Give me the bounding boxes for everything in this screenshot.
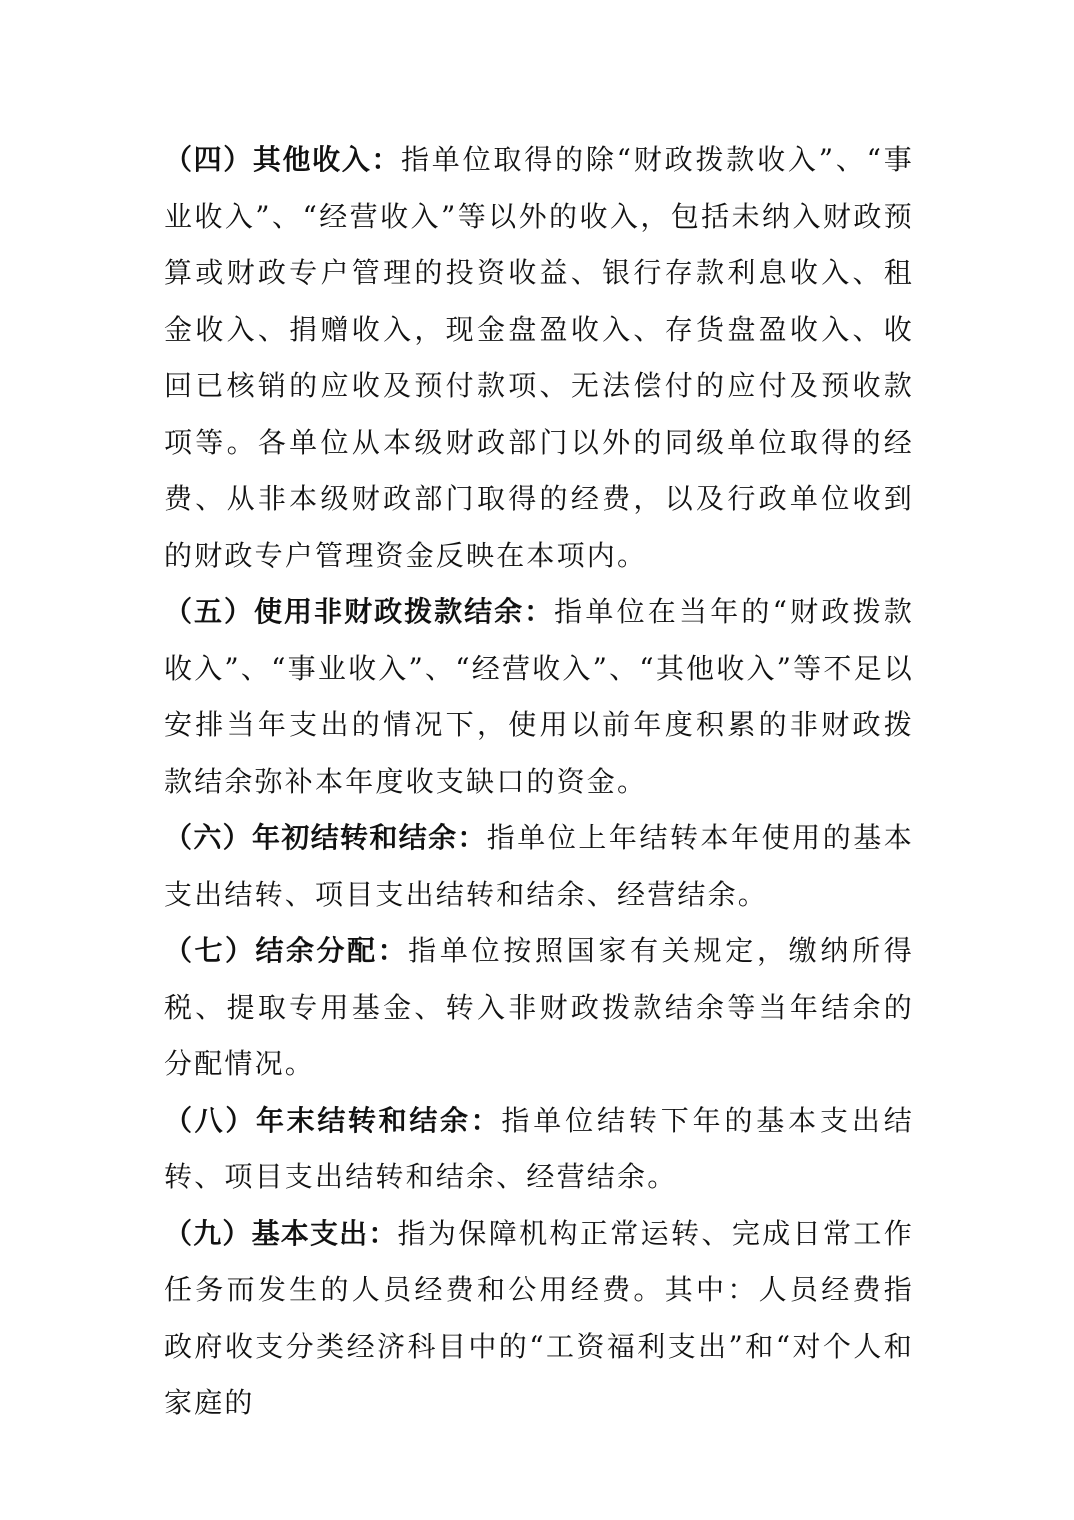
body-basic-expenditure: 指为保障机构正常运转、完成日常工作任务而发生的人员经费和公用经费。其中：人员经费指政府收支分类经济科目中的“工资福利支出”和“对个人和家庭的: [164, 1216, 914, 1419]
body-surplus-distribution: 指单位按照国家有关规定，缴纳所得税、提取专用基金、转入非财政拨款结余等当年结余的分配情况。: [164, 934, 914, 1080]
paragraph-opening-balance: [164, 810, 914, 923]
paragraph-closing-balance: [164, 1093, 914, 1206]
heading-non-fiscal-surplus: （五）使用非财政拨款结余：: [164, 595, 555, 628]
document-page: [164, 132, 914, 1432]
body-closing-balance: 指单位结转下年的基本支出结转、项目支出结转和结余、经营结余。: [164, 1103, 914, 1193]
paragraph-other-income: [164, 132, 914, 584]
heading-closing-balance: （八）年末结转和结余：: [164, 1103, 502, 1137]
body-opening-balance: 指单位上年结转本年使用的基本支出结转、项目支出结转和结余、经营结余。: [164, 821, 914, 911]
body-non-fiscal-surplus: 指单位在当年的“财政拨款收入”、“事业收入”、“经营收入”、“其他收入”等不足以安排当年支出的情况下，使用以前年度积累的非财政拨款结余弥补本年度收支缺口的资金。: [164, 595, 914, 798]
heading-basic-expenditure: （九）基本支出：: [164, 1216, 398, 1250]
body-other-income: 指单位取得的除“财政拨款收入”、“事业收入”、“经营收入”等以外的收入，包括未纳入财政预算或财政专户管理的投资收益、银行存款利息收入、租金收入、捐赠收入，现金盘盈收入、存货盘盈收入、收回已核销的应收及预付款项、无法偿付的应付及预收款项等。各单位从本级财政部门以外的同级单位取得的经费、从非本级财政部门取得的经费，以及行政单位收到的财政专户管理资金反映在本项内。: [164, 143, 914, 572]
paragraph-surplus-distribution: [164, 923, 914, 1093]
heading-opening-balance: （六）年初结转和结余：: [164, 821, 487, 854]
paragraph-non-fiscal-surplus: [164, 584, 914, 810]
heading-surplus-distribution: （七）结余分配：: [164, 934, 409, 967]
paragraph-basic-expenditure: [164, 1206, 914, 1432]
heading-other-income: （四）其他收入：: [164, 143, 401, 176]
